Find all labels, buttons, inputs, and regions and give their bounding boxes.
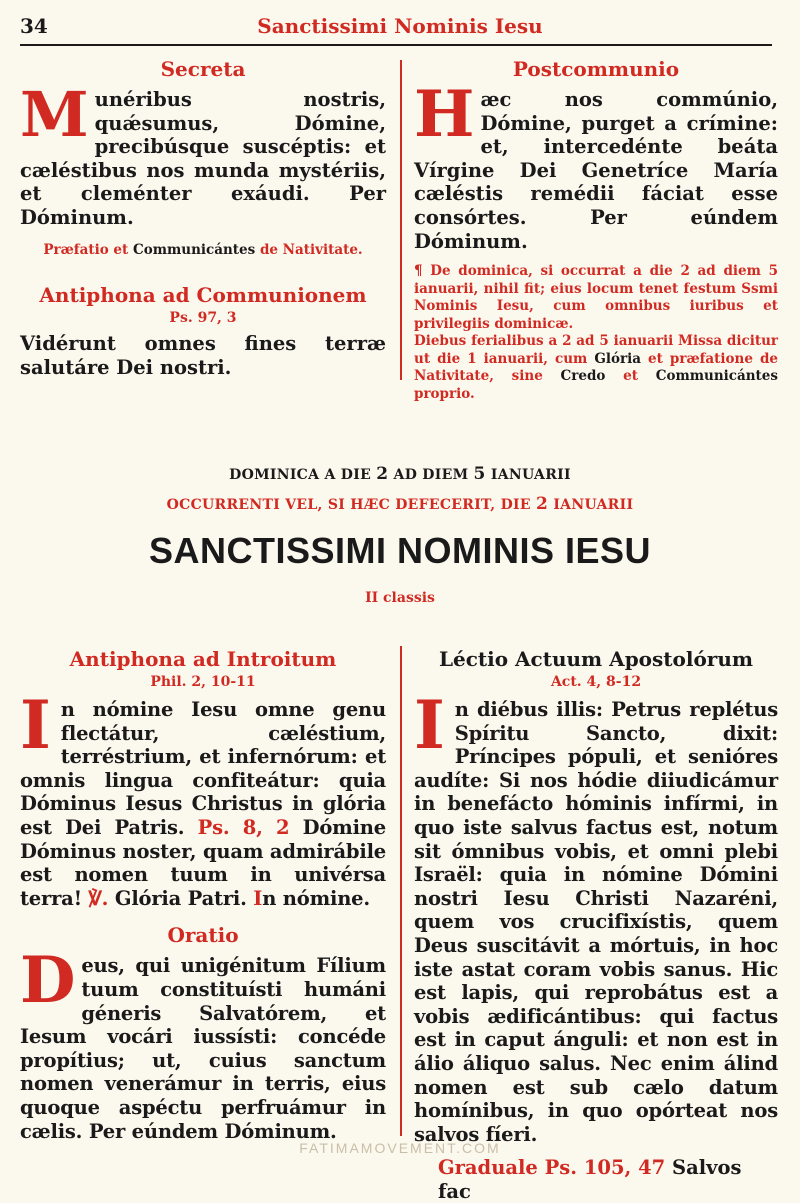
lectio-text-block — [414, 686, 778, 1146]
oratio-initial: D — [20, 943, 76, 1019]
introit-heading: Antiphona ad Introitum — [69, 647, 337, 671]
feast-class: II classis — [365, 590, 435, 606]
oratio-text-block — [20, 943, 386, 1143]
feast-occurrence-line: OCCURRENTI VEL, SI HÆC DEFECERIT, DIE 2 IANUARII — [166, 494, 634, 514]
postcommunio-section — [414, 56, 778, 403]
postcommunio-initial: H — [414, 77, 475, 152]
secreta-note: Præfatio et Communicántes de Nativitate. — [43, 241, 363, 258]
graduale-text: Salvos fac — [438, 1156, 742, 1203]
lectio-section — [414, 646, 778, 1203]
running-title: Sanctissimi Nominis Iesu — [257, 14, 543, 38]
communion-reference: Ps. 97, 3 — [169, 310, 237, 326]
introit-reference: Phil. 2, 10-11 — [150, 674, 256, 690]
postcommunio-heading: Postcommunio — [512, 57, 680, 81]
bottom-column-divider — [400, 646, 402, 1136]
introit-text-block: In nómine Iesu omne genu flectátur, cæléstium, terréstrium, et infernórum: et omnis lingua confiteátur: quia Dóminus Iesus Christus in glória est Dei Patris. Ps. 8, 2 Dómine Dóminus noster, quam admirábile est nomen tuum in univérsa terra! ℣. Glória Patri. In nómine. — [20, 686, 386, 910]
header-rule — [20, 44, 772, 46]
postcommunio-text-block — [414, 77, 778, 253]
versicle-symbol: ℣. — [88, 886, 109, 910]
graduale-line — [414, 1156, 778, 1203]
oratio-text: eus, qui unigénitum Fílium tuum constituísti humáni géneris Salvatórem, et Iesum vocári iussísti: concéde propítius; ut, cuius sanctum nomen venerámur in terris, eius quoque aspéctu perfruámur in cælis. Per eúndem Dóminum. — [20, 954, 386, 1143]
secreta-section — [20, 56, 386, 258]
postcommunio-text: æc nos commúnio, Dómine, purget a crímine: et, intercedénte beáta Vírgine Dei Genetríce María cæléstis remédii fáciat esse consórtes. Per eúndem Dóminum. — [414, 88, 778, 253]
secreta-initial: M — [20, 78, 89, 151]
communion-heading: Antiphona ad Communionem — [39, 283, 367, 307]
page-number: 34 — [20, 14, 48, 38]
oratio-heading: Oratio — [167, 923, 239, 948]
lectio-initial: I — [414, 686, 445, 764]
top-column-divider — [400, 60, 402, 380]
introit-psalm-ref: Ps. 8, 2 — [197, 815, 290, 839]
introit-section — [20, 646, 386, 1143]
communion-section — [20, 282, 386, 379]
postcommunio-rubric-1: ¶ De dominica, si occurrat a die 2 ad diem 5 ianuarii, nihil fit; eius locum tenet festum Ssmi Nominis Iesu, cum omnibus iuribus et privilegiis dominicæ. — [414, 263, 778, 332]
communion-text: Vidérunt omnes fines terræ salutáre Dei nostri. — [20, 332, 386, 379]
lectio-text: n diébus illis: Petrus replétus Spíritu Sancto, dixit: Príncipes pópuli, et senióres audíte: Si nos hódie diiudicámur in benefácto hóminis infírmi, in quo iste salvus factus est, notum sit ómnibus vobis, et omni plebi Israël: quia in nómine Dómini nostri Iesu Christi Nazaréni, quem vos crucifixístis, quem Deus suscitávit a mórtuis, in hoc iste astat coram vobis sanus. Hic est lapis, qui reprobátus est a vobis ædificántibus: qui factus est in caput ánguli: et non est in álio áliquo salus. Nec enim álind nomen est sub cælo datum homínibus, in quo opórteat nos salvos fíeri. — [414, 698, 778, 1146]
lectio-reference: Act. 4, 8-12 — [550, 674, 642, 690]
watermark: FATIMAMOVEMENT.COM — [299, 1140, 501, 1156]
secreta-text-block — [20, 78, 386, 230]
lectio-heading: Léctio Actuum Apostolórum — [438, 647, 754, 671]
feast-title: SANCTISSIMI NOMINIS IESU — [148, 530, 652, 571]
graduale-label: Graduale Ps. 105, 47 — [438, 1156, 666, 1180]
postcommunio-rubric-2: Diebus ferialibus a 2 ad 5 ianuarii Missa dicitur ut die 1 ianuarii, cum Glória et præfatione de Nativitate, sine Credo et Communicántes proprio. — [414, 333, 779, 402]
secreta-heading: Secreta — [160, 57, 246, 81]
secreta-text: unéribus nostris, quǽsumus, Dómine, precibúsque suscéptis: et cæléstibus nos munda mystériis, et cleménter exáudi. Per Dóminum. — [20, 88, 386, 229]
feast-occasion-line: DOMINICA A DIE 2 AD DIEM 5 IANUARII — [229, 464, 571, 484]
introit-initial: I — [20, 686, 51, 764]
